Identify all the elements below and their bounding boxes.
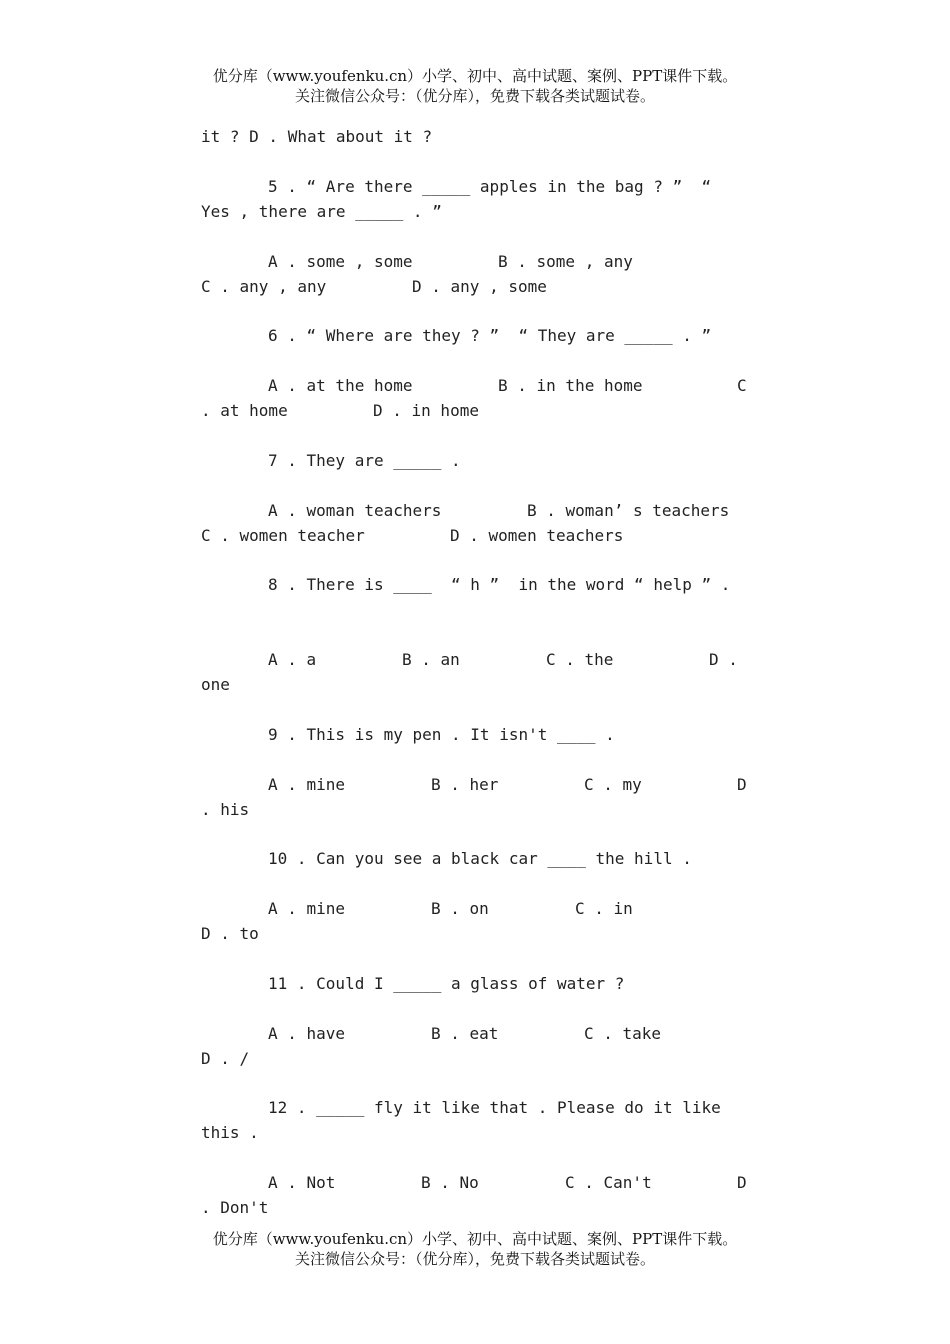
option-b: B . some , any bbox=[498, 252, 633, 271]
option-a: A . a bbox=[268, 650, 317, 669]
question-stem: 7 . They are _____ . bbox=[268, 451, 461, 470]
option-a: A . woman teachers bbox=[268, 501, 442, 520]
question-stem: 10 . Can you see a black car ____ the hill . bbox=[268, 849, 692, 868]
option-c: C . Can't bbox=[565, 1173, 652, 1192]
option-b: B . woman’ s teachers bbox=[527, 501, 730, 520]
option-c: C . the bbox=[546, 650, 614, 669]
option-a: A . some , some bbox=[268, 252, 413, 271]
option-d: D . to bbox=[201, 924, 259, 943]
option-b: B . an bbox=[402, 650, 460, 669]
option-c: C . women teacher bbox=[201, 526, 365, 545]
option-c: C . any , any bbox=[201, 277, 327, 296]
option-b: B . No bbox=[421, 1173, 479, 1192]
option-b: B . eat bbox=[431, 1024, 499, 1043]
option-c-text: . at home bbox=[201, 401, 288, 420]
header-line-2: 关注微信公众号：（优分库），免费下载各类试题试卷。 bbox=[294, 87, 655, 105]
header-line-1: 优分库（www.youfenku.cn）小学、初中、高中试题、案例、PPT课件下载。 bbox=[212, 67, 738, 85]
option-b: B . on bbox=[431, 899, 489, 918]
option-d: D . / bbox=[201, 1049, 250, 1068]
option-a: A . mine bbox=[268, 775, 346, 794]
footer-line-1: 优分库（www.youfenku.cn）小学、初中、高中试题、案例、PPT课件下载。 bbox=[212, 1230, 738, 1248]
option-a: A . at the home bbox=[268, 376, 413, 395]
question-stem: 9 . This is my pen . It isn't ____ . bbox=[268, 725, 615, 744]
option-c: C . take bbox=[584, 1024, 662, 1043]
question-stem: 6 . “ Where are they ? ” “ They are _____ . ” bbox=[268, 326, 712, 345]
option-d: D . in home bbox=[373, 401, 479, 420]
question-stem-cont: this . bbox=[201, 1123, 259, 1142]
option-d-letter: D bbox=[737, 1173, 747, 1192]
option-d: D . any , some bbox=[412, 277, 547, 296]
question-stem: 5 . “ Are there _____ apples in the bag ? ” “ bbox=[268, 177, 712, 196]
question-stem-cont: Yes , there are _____ . ” bbox=[201, 202, 442, 221]
option-b: B . her bbox=[431, 775, 499, 794]
option-c-letter: C bbox=[737, 376, 747, 395]
option-d-letter: D bbox=[737, 775, 747, 794]
option-d-text: . Don't bbox=[201, 1198, 269, 1217]
option-d-letter: D . bbox=[709, 650, 738, 669]
option-a: A . have bbox=[268, 1024, 346, 1043]
question-stem: 12 . _____ fly it like that . Please do it like bbox=[268, 1098, 721, 1117]
question-stem: 11 . Could I _____ a glass of water ? bbox=[268, 974, 625, 993]
footer-line-2: 关注微信公众号：（优分库），免费下载各类试题试卷。 bbox=[294, 1250, 655, 1268]
option-d: D . women teachers bbox=[450, 526, 624, 545]
option-c: C . my bbox=[584, 775, 642, 794]
option-a: A . Not bbox=[268, 1173, 336, 1192]
previous-question-tail: it ? D . What about it ? bbox=[201, 127, 433, 146]
question-stem: 8 . There is ____ “ h ” in the word “ help ” . bbox=[268, 575, 731, 594]
option-d-text: . his bbox=[201, 800, 250, 819]
option-a: A . mine bbox=[268, 899, 346, 918]
option-b: B . in the home bbox=[498, 376, 643, 395]
option-c: C . in bbox=[575, 899, 633, 918]
option-d-text: one bbox=[201, 675, 230, 694]
